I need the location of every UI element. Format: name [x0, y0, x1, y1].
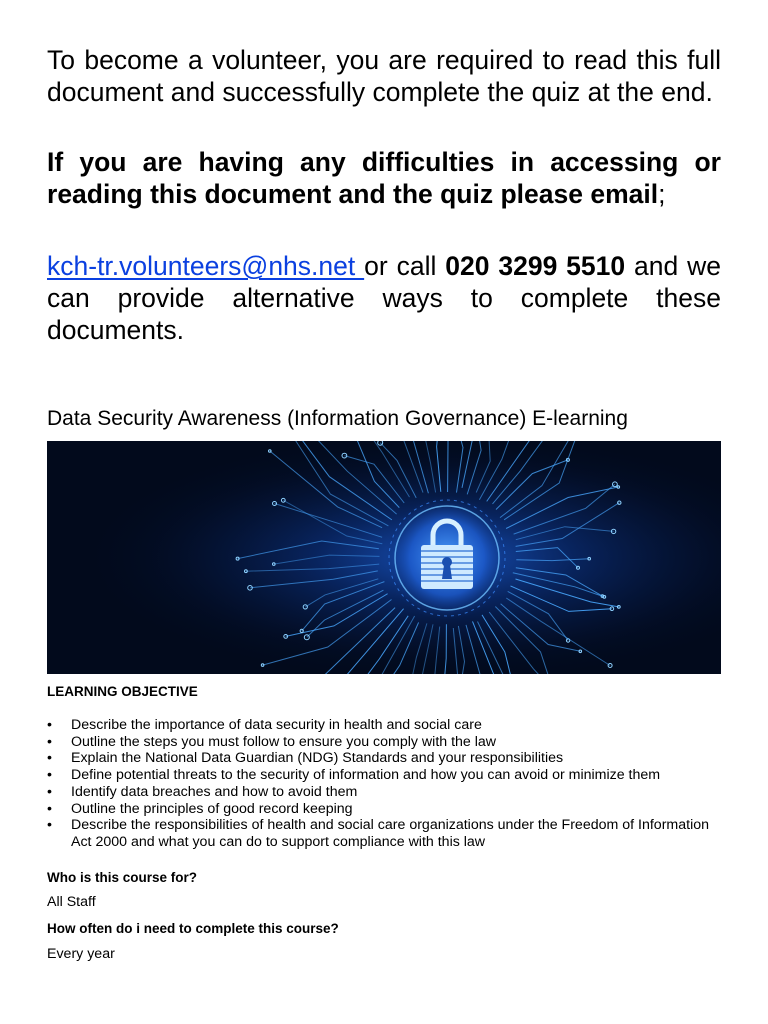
email-link[interactable]: kch-tr.volunteers@nhs.net [47, 251, 365, 281]
contact-paragraph [47, 250, 721, 346]
list-item [47, 817, 721, 850]
course-title: Data Security Awareness (Information Governance) E-learning [47, 407, 628, 430]
learning-objectives-list [47, 717, 721, 851]
list-item-text: Outline the steps you must follow to ensure you comply with the law [71, 733, 497, 750]
list-item [47, 717, 721, 734]
list-item-text: Define potential threats to the security of information and how you can avoid or minimize them [71, 767, 661, 784]
or-call-text: or call [364, 251, 446, 281]
list-item-text: Identify data breaches and how to avoid them [71, 783, 358, 800]
difficulty-text: If you are having any difficulties in accessing or reading this document and the quiz please email [47, 147, 721, 209]
list-item-text: Explain the National Data Guardian (NDG) Standards and your responsibilities [71, 750, 564, 767]
difficulty-punctuation: ; [658, 179, 666, 209]
security-banner-image [47, 441, 721, 674]
bullet: • [47, 817, 52, 834]
difficulty-paragraph [47, 146, 721, 210]
bullet: • [47, 750, 52, 767]
intro-paragraph: To become a volunteer, you are required to read this full document and successfully complete the quiz at the end. [47, 45, 721, 107]
bullet: • [47, 800, 52, 817]
bullet: • [47, 767, 52, 784]
list-item [47, 767, 721, 784]
list-item [47, 750, 721, 767]
bullet: • [47, 733, 52, 750]
learning-objective-heading: LEARNING OBJECTIVE [47, 684, 198, 699]
list-item [47, 784, 721, 801]
list-item-text: Outline the principles of good record keeping [71, 800, 353, 817]
bullet: • [47, 717, 52, 733]
faq-answer-audience: All Staff [47, 894, 96, 910]
faq-question-audience: Who is this course for? [47, 870, 198, 885]
bullet: • [47, 783, 52, 800]
contact-rest-text: and we can provide alternative ways to complete these documents. [47, 251, 722, 345]
list-item [47, 801, 721, 818]
faq-answer-frequency: Every year [47, 946, 115, 962]
banner-graphic [47, 441, 721, 674]
list-item [47, 734, 721, 751]
faq-question-frequency: How often do i need to complete this course? [47, 921, 339, 936]
list-item-text: Describe the importance of data security in health and social care [71, 717, 482, 733]
list-item-text: Describe the responsibilities of health and social care organizations under the Freedom of Information Act 2000 and what you can do to support compliance with this law [71, 817, 710, 850]
phone-number: 020 3299 5510 [445, 251, 626, 281]
